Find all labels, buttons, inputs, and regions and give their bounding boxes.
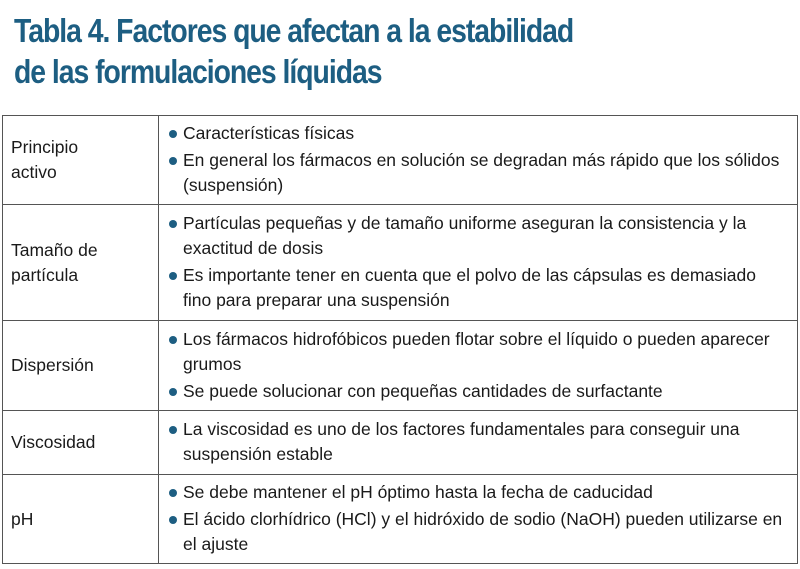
factor-name-line: activo: [11, 162, 57, 182]
bullet-text: La viscosidad es uno de los factores fundamentales para conseguir una suspensión estable: [183, 419, 740, 464]
factor-name-line: partícula: [11, 264, 79, 285]
bullet-list: [167, 121, 789, 198]
table-row: [3, 321, 798, 411]
table-row: [3, 411, 798, 475]
bullet-dot-icon: [169, 489, 177, 497]
factor-name-cell: [3, 411, 159, 475]
table-title-line-1: Tabla 4. Factores que afectan a la estabilidad: [14, 12, 574, 49]
bullet-list: [167, 327, 789, 404]
bullet-dot-icon: [169, 336, 177, 344]
bullet-item: [167, 480, 789, 505]
factor-notes-cell: [159, 205, 798, 321]
factor-name-line: Tamaño de: [11, 239, 98, 260]
factor-notes-cell: [159, 116, 798, 205]
bullet-text: Los fármacos hidrofóbicos pueden flotar sobre el líquido o pueden aparecer grumos: [183, 328, 770, 374]
bullet-item: [167, 379, 789, 404]
table-row: [3, 475, 798, 564]
bullet-item: [167, 507, 789, 557]
bullet-item: [167, 121, 789, 146]
bullet-dot-icon: [169, 130, 177, 138]
bullet-dot-icon: [169, 516, 177, 524]
bullet-text: En general los fármacos en solución se degradan más rápido que los sólidos (suspensión): [183, 150, 780, 195]
bullet-item: [167, 211, 789, 261]
bullet-dot-icon: [169, 157, 177, 165]
bullet-list: [167, 480, 789, 557]
factor-name-cell: [3, 116, 159, 205]
bullet-dot-icon: [169, 388, 177, 396]
bullet-text: Se debe mantener el pH óptimo hasta la fecha de caducidad: [183, 482, 653, 502]
table-title-line-2: de las formulaciones líquidas: [14, 53, 382, 90]
bullet-text: Es importante tener en cuenta que el polvo de las cápsulas es demasiado fino para preparar una suspensión: [183, 265, 756, 310]
table-title: [14, 10, 685, 92]
bullet-dot-icon: [169, 272, 177, 280]
bullet-item: [167, 263, 789, 313]
bullet-item: [167, 327, 789, 377]
bullet-text: Características físicas: [183, 123, 355, 143]
bullet-text: Se puede solucionar con pequeñas cantidades de surfactante: [183, 380, 663, 401]
bullet-list: [167, 211, 789, 313]
stability-factors-table: [2, 115, 798, 564]
table-row: [3, 116, 798, 205]
factor-name-cell: [3, 475, 159, 564]
bullet-item: [167, 417, 789, 467]
bullet-item: [167, 148, 789, 198]
bullet-dot-icon: [169, 426, 177, 434]
factor-name-cell: [3, 321, 159, 411]
factor-notes-cell: [159, 411, 798, 475]
bullet-dot-icon: [169, 220, 177, 228]
factor-notes-cell: [159, 475, 798, 564]
factor-name-line: pH: [11, 508, 34, 529]
table-body: [3, 116, 798, 564]
factor-name-line: Viscosidad: [11, 432, 96, 452]
bullet-text: El ácido clorhídrico (HCl) y el hidróxido de sodio (NaOH) pueden utilizarse en el ajuste: [183, 509, 783, 554]
factor-name-line: Principio: [11, 137, 79, 157]
bullet-list: [167, 417, 789, 467]
factor-notes-cell: [159, 321, 798, 411]
factor-name-line: Dispersión: [11, 355, 94, 375]
bullet-text: Partículas pequeñas y de tamaño uniforme aseguran la consistencia y la exactitud de dosis: [183, 213, 747, 258]
table-row: [3, 205, 798, 321]
factor-name-cell: [3, 205, 159, 321]
